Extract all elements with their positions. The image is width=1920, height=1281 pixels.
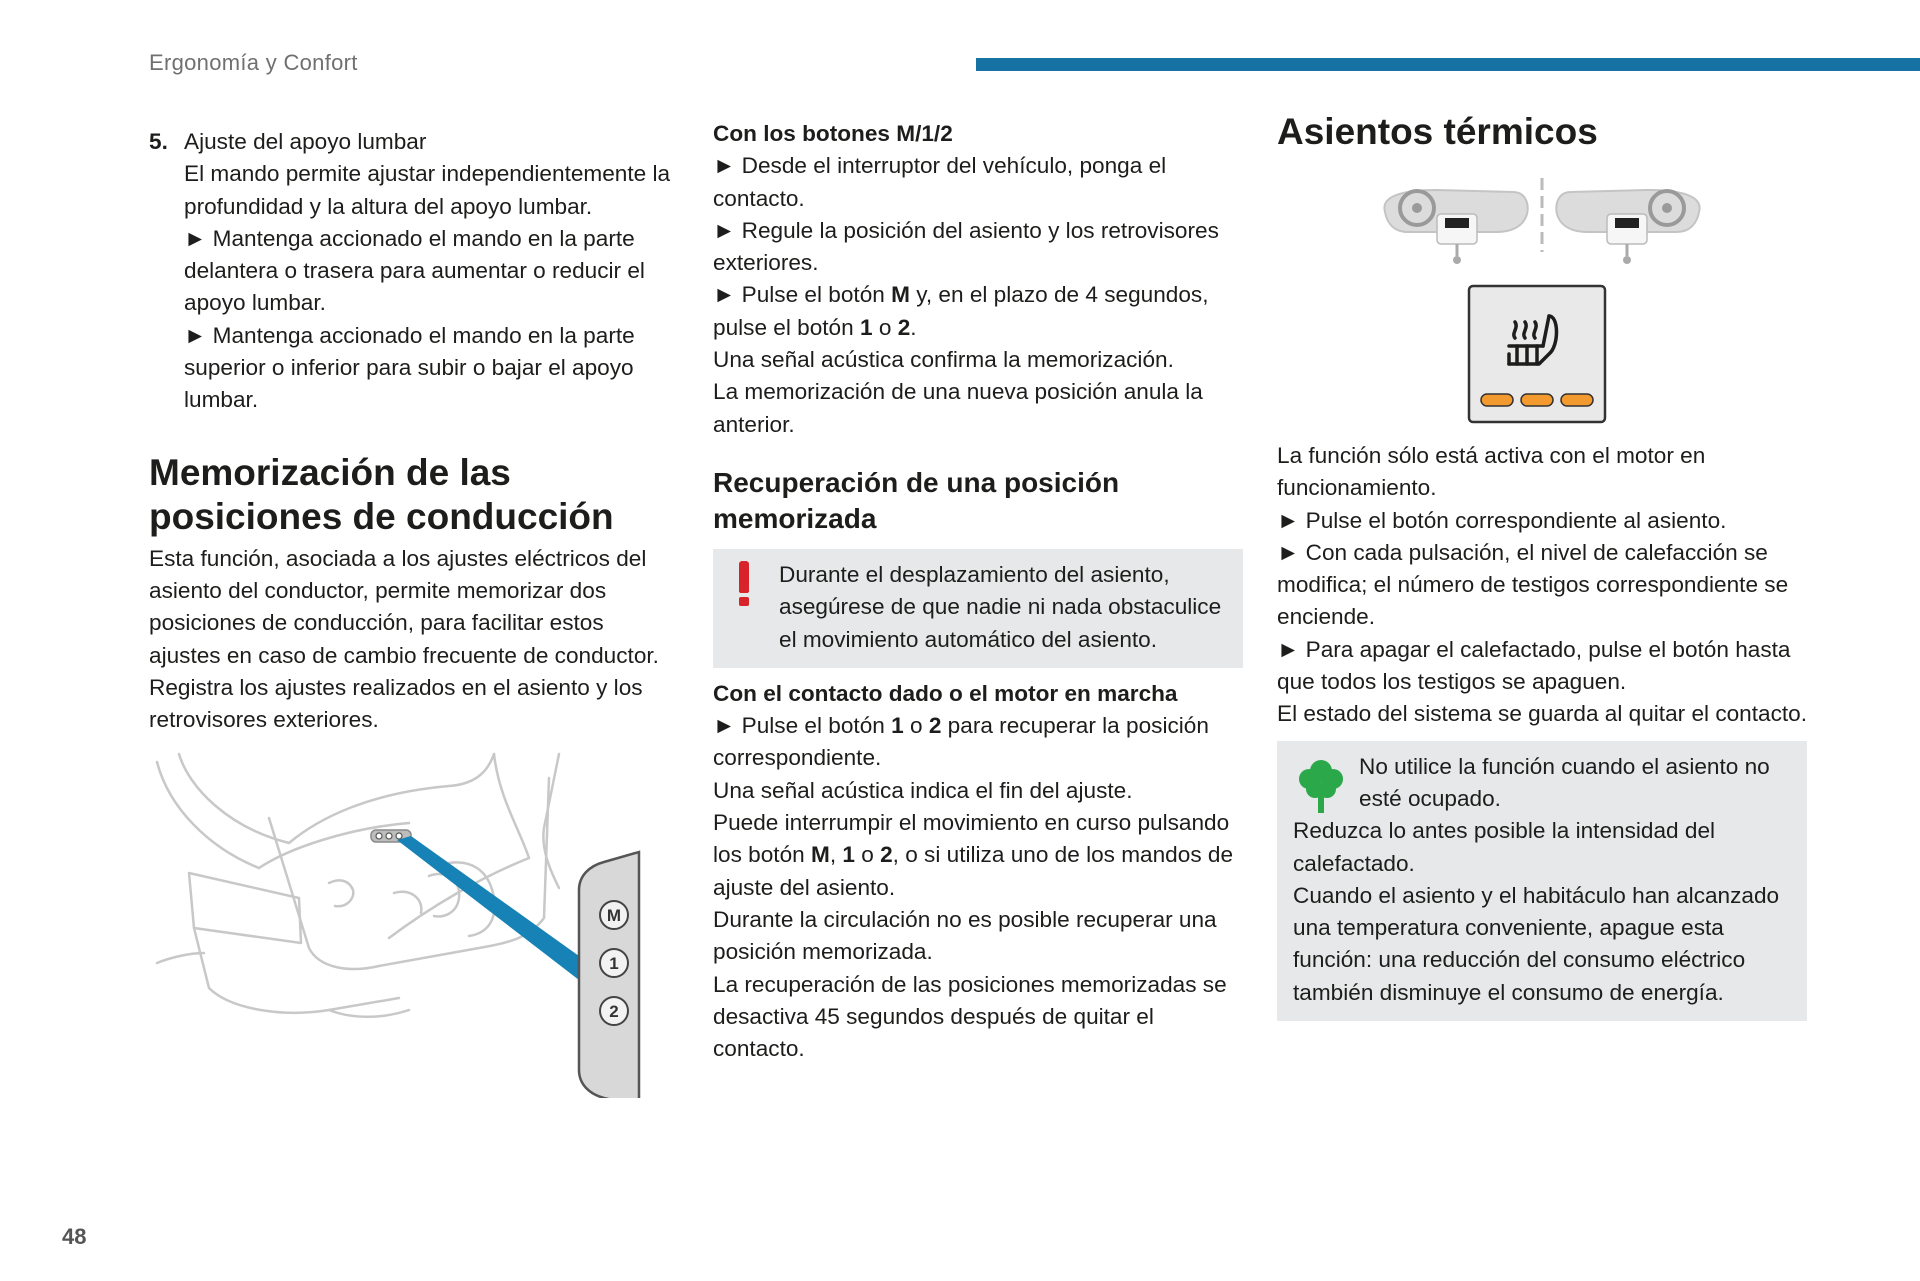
memorization-note: Registra los ajustes realizados en el asiento y los retrovisores exteriores.: [149, 674, 643, 733]
memory-button-1: [600, 949, 628, 977]
svg-text:M: M: [606, 906, 622, 926]
recall-step: ► Pulse el botón 1 o 2 para recuperar la posición correspondiente.: [713, 713, 1209, 771]
lumbar-description: El mando permite ajustar independientemente la profundidad y la altura del apoyo lumbar.: [184, 161, 671, 219]
recall-note-1: Una señal acústica indica el fin del ajuste.: [713, 777, 1133, 803]
warning-text: Durante el desplazamiento del asiento, asegúrese de que nadie ni nada obstaculice el movimiento automático del asiento.: [779, 561, 1222, 652]
heated-seat-button: [1469, 286, 1605, 422]
warning-icon: [739, 561, 749, 607]
running-header: Ergonomía y Confort: [149, 50, 358, 75]
heated-para-1: La función sólo está activa con el motor en funcionamiento.: [1277, 443, 1706, 501]
memorize-step-1: ► Desde el interruptor del vehículo, ponga el contacto.: [713, 153, 1167, 211]
svg-text:2: 2: [609, 1002, 619, 1022]
eco-tip-box: [1277, 741, 1807, 1021]
item-number: 5.: [149, 129, 168, 154]
column-middle: [713, 118, 1243, 1065]
memory-button-2: [600, 997, 628, 1025]
memory-button-m: [600, 901, 628, 929]
svg-text:1: 1: [609, 954, 619, 974]
header-accent-bar: [976, 58, 1920, 71]
recall-interrupt: Puede interrumpir el movimiento en curso pulsando los botón M, 1 o 2, o si utiliza uno de los mandos de ajuste del asiento.: [713, 810, 1234, 900]
indicator-light-1: [1481, 394, 1513, 406]
memorization-title: Memorización de las posiciones de conducción: [149, 451, 614, 537]
eco-line-3: Cuando el asiento y el habitáculo han alcanzado una temperatura conveniente, apague esta función: una reducción del consumo eléctrico también disminuye el consumo de energía.: [1293, 882, 1780, 1005]
memorize-step-3: ► Pulse el botón M y, en el plazo de 4 segundos, pulse el botón 1 o 2.: [713, 282, 1209, 340]
item-title: Ajuste del apoyo lumbar: [184, 129, 427, 154]
column-right: [1277, 110, 1807, 1021]
lumbar-bullet-1: ► Mantenga accionado el mando en la parte delantera o trasera para aumentar o reducir el apoyo lumbar.: [184, 225, 645, 316]
warning-box: [713, 549, 1243, 668]
eco-line-1: No utilice la función cuando el asiento no esté ocupado.: [1359, 753, 1770, 811]
recall-note-3: La recuperación de las posiciones memorizadas se desactiva 45 segundos después de quitar el contacto.: [713, 971, 1227, 1062]
column-left: [149, 126, 679, 1098]
lumbar-item: [149, 126, 679, 158]
heated-bullet-2: ► Con cada pulsación, el nivel de calefacción se modifica; el número de testigos correspondiente se enciende.: [1277, 539, 1789, 630]
indicator-light-2: [1521, 394, 1553, 406]
seat-memory-illustration: [149, 748, 679, 1098]
indicator-light-3: [1561, 394, 1593, 406]
heated-para-2: El estado del sistema se guarda al quitar el contacto.: [1277, 701, 1808, 727]
eco-line-2: Reduzca lo antes posible la intensidad del calefactado.: [1293, 818, 1716, 876]
heated-seats-title: Asientos térmicos: [1277, 111, 1598, 152]
eco-tree-icon: [1297, 757, 1345, 813]
recall-note-2: Durante la circulación no es posible recuperar una posición memorizada.: [713, 906, 1217, 965]
memorize-note-2: La memorización de una nueva posición anula la anterior.: [713, 379, 1203, 437]
heated-bullet-3: ► Para apagar el calefactado, pulse el botón hasta que todos los testigos se apaguen.: [1277, 636, 1791, 695]
heated-bullet-1: ► Pulse el botón correspondiente al asiento.: [1277, 507, 1727, 533]
recall-title: Recuperación de una posición memorizada: [713, 466, 1120, 534]
recall-heading: Con el contacto dado o el motor en marcha: [713, 680, 1178, 706]
lumbar-bullet-2: ► Mantenga accionado el mando en la parte superior o inferior para subir o bajar el apoyo lumbar.: [184, 322, 635, 413]
heated-seat-controls-illustration: [1277, 170, 1807, 440]
memorization-intro: Esta función, asociada a los ajustes eléctricos del asiento del conductor, permite memorizar dos posiciones de conducción, para facilitar estos ajustes en caso de cambio frecuente de conductor.: [149, 545, 659, 668]
page-number: 48: [62, 1224, 87, 1249]
memorize-step-2: ► Regule la posición del asiento y los retrovisores exteriores.: [713, 217, 1219, 276]
memorize-heading: Con los botones M/1/2: [713, 121, 953, 146]
memorize-note-1: Una señal acústica confirma la memorización.: [713, 347, 1174, 373]
